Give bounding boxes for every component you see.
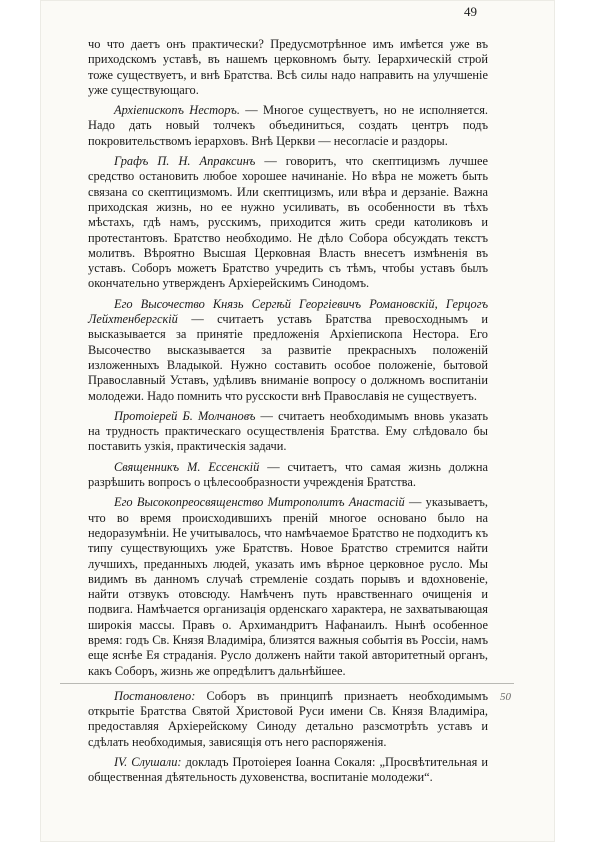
paragraph-romanovsky [88, 297, 488, 404]
paragraph-apraksin [88, 154, 488, 292]
paragraph-text: докладъ Протоіерея Іоанна Сокаля: „Просвѣтительная и общественная дѣятельность духовенства, воспитаніе молодежи“. [88, 755, 488, 785]
speaker-name: Протоіерей Б. Молчановъ [114, 408, 256, 423]
section-divider [60, 683, 514, 684]
page-number: 49 [464, 4, 477, 19]
paragraph-text: чо что даетъ онъ практически? Предусмотрѣнное имъ имѣется уже въ приходскомъ уставѣ, въ нашемъ церковномъ быту. Iерархическій строй тоже существуетъ, и внѣ Братства. Всѣ силы надо направить на улучшеніе уже существующаго. [88, 37, 488, 97]
paragraph-essensky [88, 460, 488, 491]
paragraph-text: — указываетъ, что во время происходившихъ преній многое основано было на недоразумѣніи. Не учитывалось, что намѣчаемое Братство не подходитъ къ типу существующихъ уже Братствъ. Новое Братство стремится найти лучшихъ, преданныхъ людей, указать имъ вѣрное церковное русло. Мы видимъ въ данномъ случаѣ стремленіе создать порывъ и вдохновеніе, найти отзвукъ отовсюду. Намѣченъ путь нравственнаго очищенія и подвига. Намѣчается организація орденскаго характера, не захватывающая широкія массы. Правъ о. Архимандритъ Нафанаилъ. Нынѣ особенное время: годъ Св. Князя Владиміра, близятся важныя событія въ Россіи, намъ еще яснѣе Ея страданія. Русло долженъ найти такой авторитетный органъ, какъ Соборъ, жизнь же опредѣлитъ дальнѣйшее. [88, 495, 488, 678]
paragraph-agenda-item [88, 755, 488, 786]
paragraph-text: — считаетъ, что самая жизнь должна разрѣшить вопросъ о цѣлесообразности учрежденія Братства. [88, 459, 488, 490]
paragraph-text: — говоритъ, что скептицизмъ лучшее средство остановить любое хорошее начинаніе. Но вѣра не можетъ быть связана со скептицизмомъ. Или скептицизмъ, или вѣра и дерзаніе. Важна приходская жизнь, но ее нужно усиливать, въ особенности въ тѣхъ мѣстахъ, гдѣ намъ, русскимъ, приходится жить среди католиковъ и протестантовъ. Братство необходимо. Не дѣло Собора обсуждать текстъ молитвъ. Вѣроятно Высшая Церковная Власть внесетъ измѣненія въ уставъ. Соборъ можетъ Братство учредить съ тѣмъ, чтобы уставъ былъ окончательно утвержденъ Архіерейскимъ Синодомъ. [88, 154, 489, 291]
paragraph-nestor [88, 103, 488, 149]
paragraph-text: Соборъ въ принципѣ признаетъ необходимымъ открытіе Братства Святой Христовой Руси имени Св. Князя Владиміра, предоставляя Архіерейскому Синоду детально разсмотрѣть уставъ и сдѣлать необходимыя, зависящія отъ него распоряженія. [88, 688, 488, 749]
paragraph-continuation [88, 37, 488, 98]
paragraph-resolution [88, 689, 488, 750]
paragraph-text: — считаетъ необходимымъ вновь указать на трудность практическаго осуществленія Братства. Ему слѣдовало бы поставить узкія, практическія задачи. [88, 408, 488, 454]
speaker-name: Священникъ М. Ессенскій [114, 459, 260, 474]
body-text [88, 37, 488, 791]
speaker-name: Графъ П. Н. Апраксинъ [114, 154, 256, 169]
agenda-label: IV. Слушали: [114, 755, 182, 770]
paragraph-text: — считаетъ уставъ Братства превосходнымъ и высказывается за принятіе предложенія Архіепископа Нестора. Его Высочество высказывается за развитіе прекрасныхъ положеній изложенныхъ Владыкой. Нужно составить особое положеніе, бытовой Православный Уставъ, удѣливъ вниманіе вопросу о должномъ воспитаніи молодежи. Надо помнить что русскости внѣ Православія не существуетъ. [88, 312, 488, 403]
paragraph-text: — Многое существуетъ, но не исполняется. Надо дать новый толчекъ объединиться, создать центръ подъ покровительствомъ іерарховъ. Внѣ Церкви — несогласіе и раздоры. [88, 103, 488, 148]
paragraph-anastasy [88, 495, 488, 679]
margin-note: 50 [500, 690, 511, 703]
speaker-name: Архіепископъ Несторъ. [114, 103, 240, 118]
resolution-label: Постановлено: [114, 688, 196, 703]
speaker-name: Его Высокопреосвященство Митрополитъ Анастасій [114, 495, 405, 510]
speaker-name: Его Высочество Князь Сергѣй Георгіевичъ Романовскій, Герцогъ Лейхтенбергскій [88, 296, 488, 327]
paragraph-molchanov [88, 409, 488, 455]
